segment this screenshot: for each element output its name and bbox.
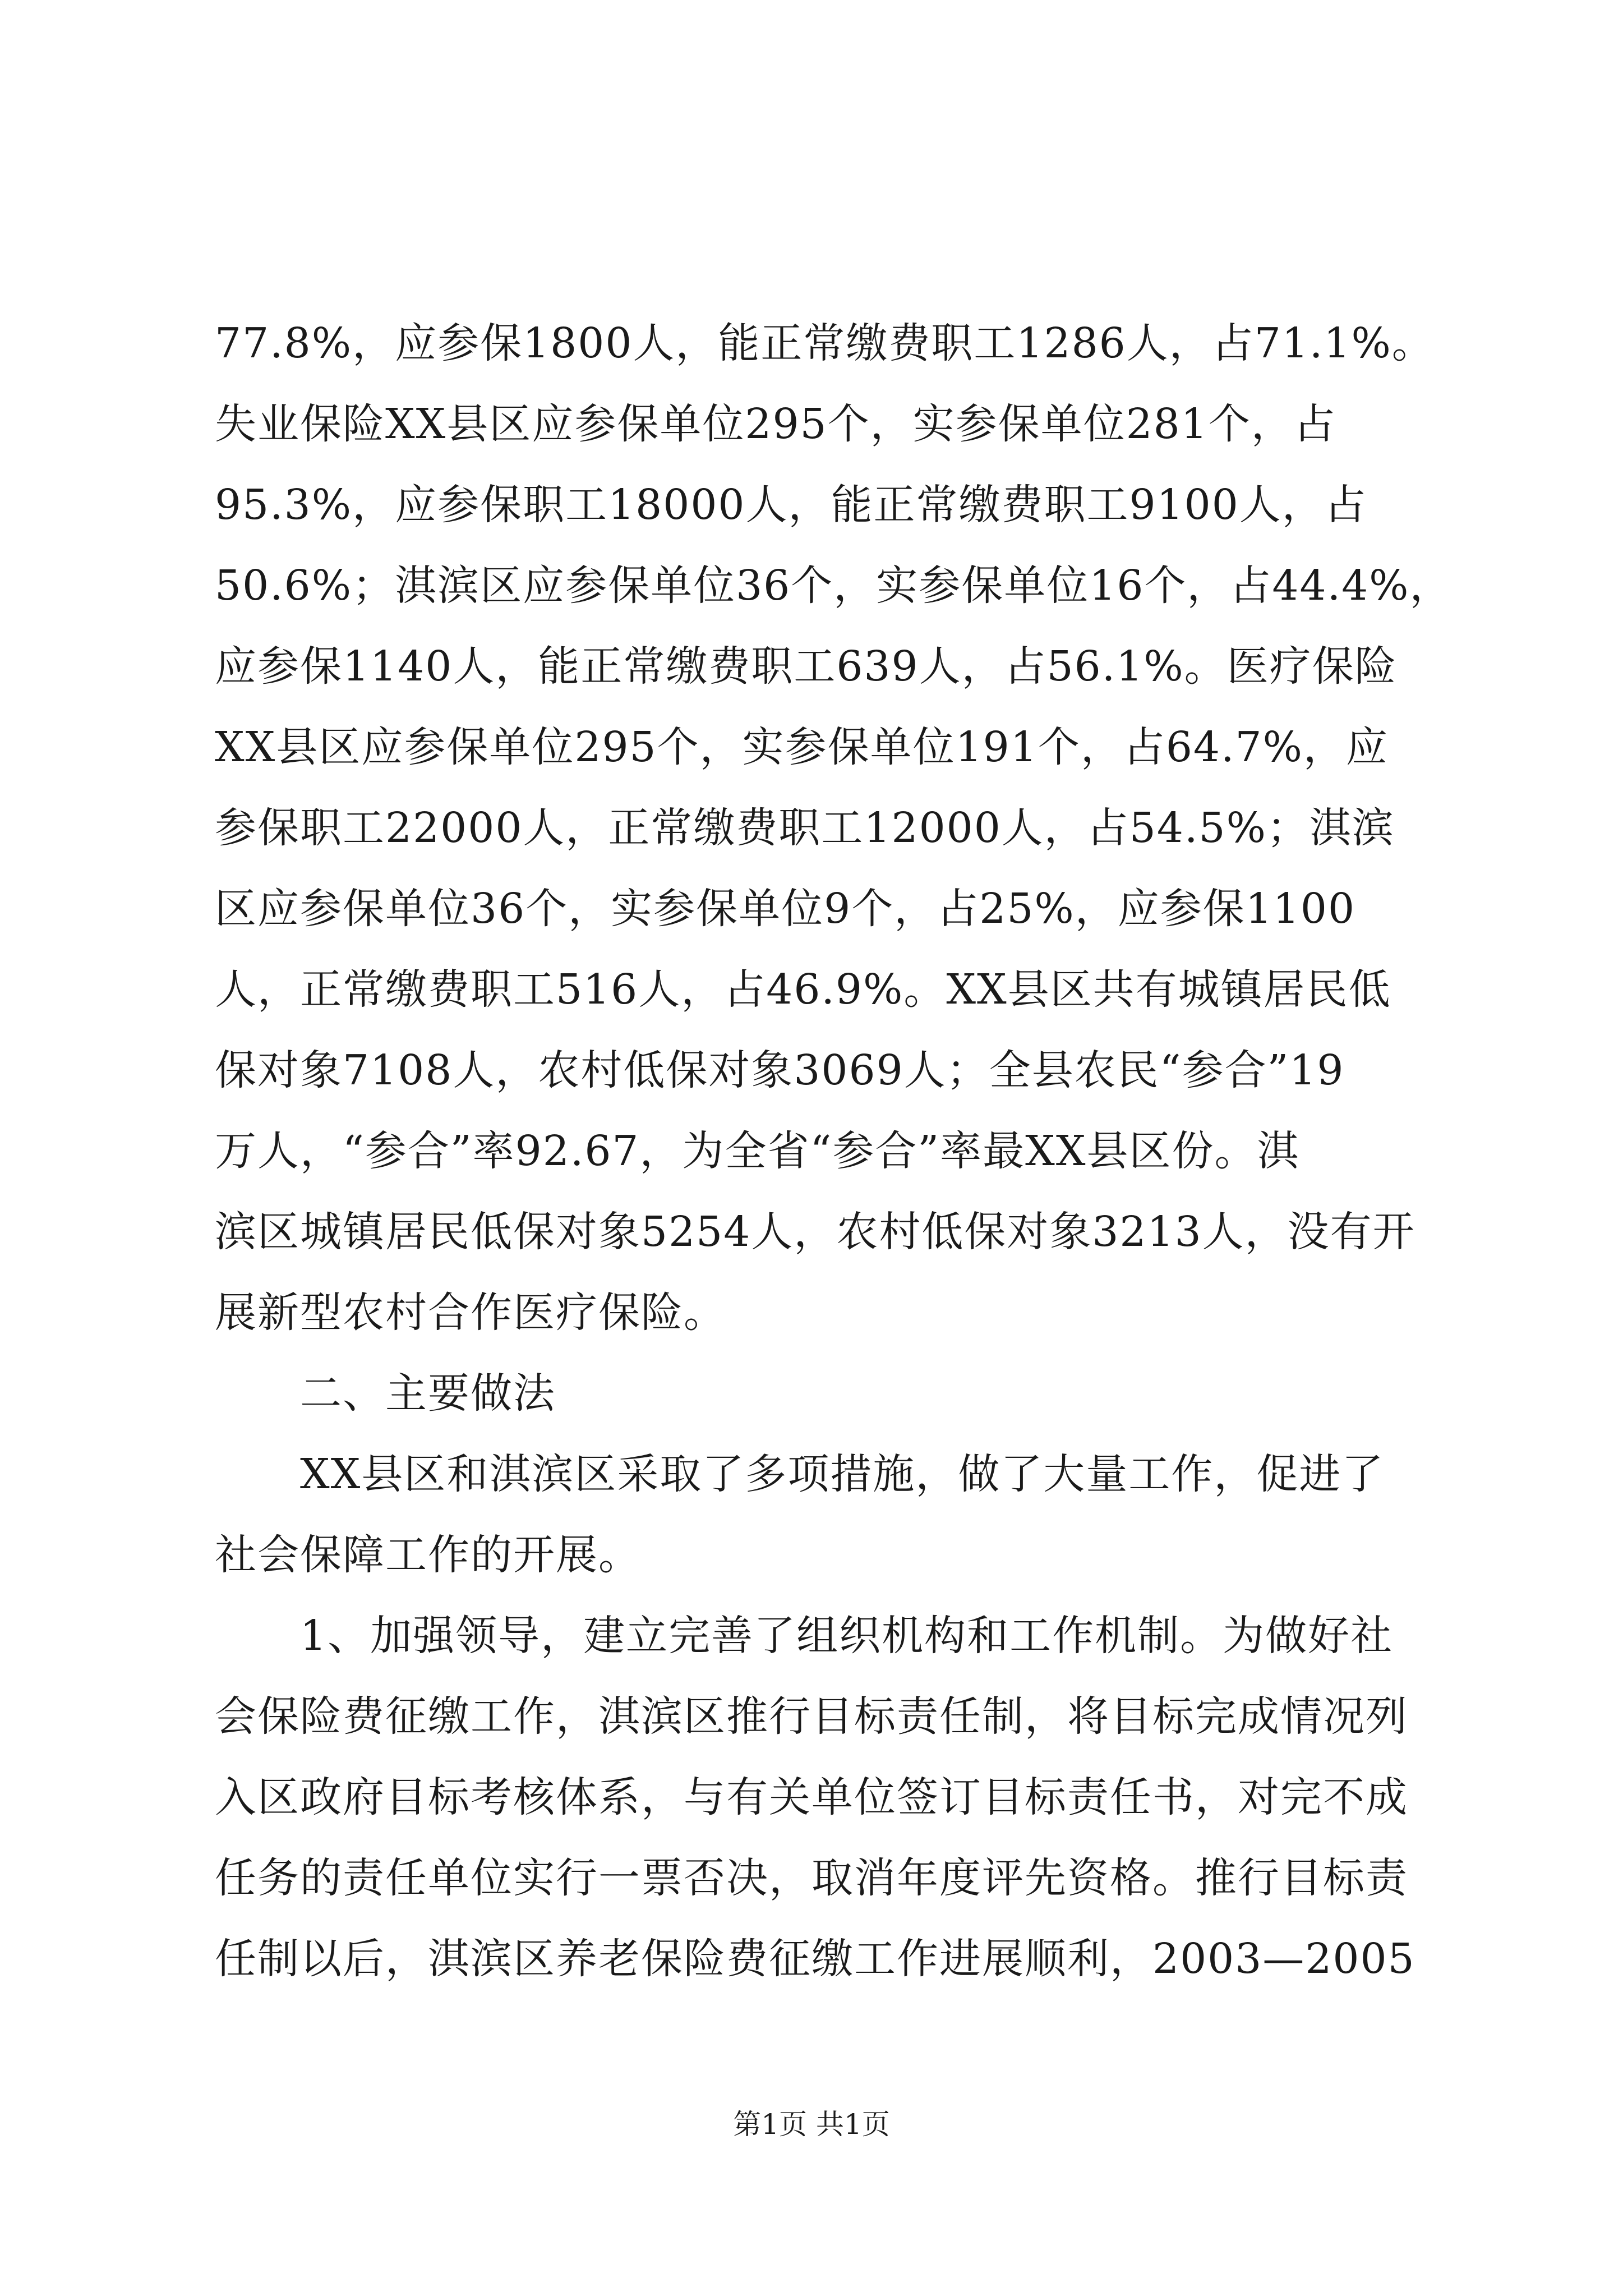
text-line: 滨区城镇居民低保对象5254人，农村低保对象3213人，没有开 [215, 1208, 1415, 1256]
text-line: 参保职工22000人，正常缴费职工12000人，占54.5%；淇滨 [215, 804, 1395, 852]
text-line: 失业保险XX县区应参保单位295个，实参保单位281个，占 [215, 400, 1336, 448]
text-line: 入区政府目标考核体系，与有关单位签订目标责任书，对完不成 [215, 1773, 1408, 1821]
text-line: 会保险费征缴工作，淇滨区推行目标责任制，将目标完成情况列 [215, 1692, 1408, 1741]
text-line: 任制以后，淇滨区养老保险费征缴工作进展顺利，2003—2005 [215, 1935, 1415, 1983]
text-line: XX县区和淇滨区采取了多项措施，做了大量工作，促进了 [300, 1450, 1385, 1498]
page-number-footer: 第1页 共1页 [733, 2108, 890, 2141]
text-line: 人，正常缴费职工516人，占46.9%。XX县区共有城镇居民低 [215, 965, 1391, 1014]
text-line: 保对象7108人，农村低保对象3069人；全县农民“参合”19 [215, 1046, 1345, 1094]
text-line: 77.8%，应参保1800人，能正常缴费职工1286人，占71.1%。 [215, 319, 1435, 367]
text-line: 95.3%，应参保职工18000人，能正常缴费职工9100人，占 [215, 481, 1367, 529]
text-line: 应参保1140人，能正常缴费职工639人，占56.1%。医疗保险 [215, 642, 1398, 691]
text-line: XX县区应参保单位295个，实参保单位191个，占64.7%，应 [215, 723, 1389, 771]
text-line: 1、加强领导，建立完善了组织机构和工作机制。为做好社 [300, 1612, 1394, 1660]
text-line: 展新型农村合作医疗保险。 [215, 1289, 726, 1337]
text-line: 社会保障工作的开展。 [215, 1531, 641, 1579]
text-line: 50.6%；淇滨区应参保单位36个，实参保单位16个，占44.4%， [215, 562, 1453, 610]
section-heading: 二、主要做法 [300, 1369, 556, 1418]
text-line: 区应参保单位36个，实参保单位9个，占25%，应参保1100 [215, 885, 1356, 933]
text-line: 万人，“参合”率92.67，为全省“参合”率最XX县区份。淇 [215, 1127, 1300, 1175]
text-line: 任务的责任单位实行一票否决，取消年度评先资格。推行目标责 [215, 1854, 1408, 1902]
